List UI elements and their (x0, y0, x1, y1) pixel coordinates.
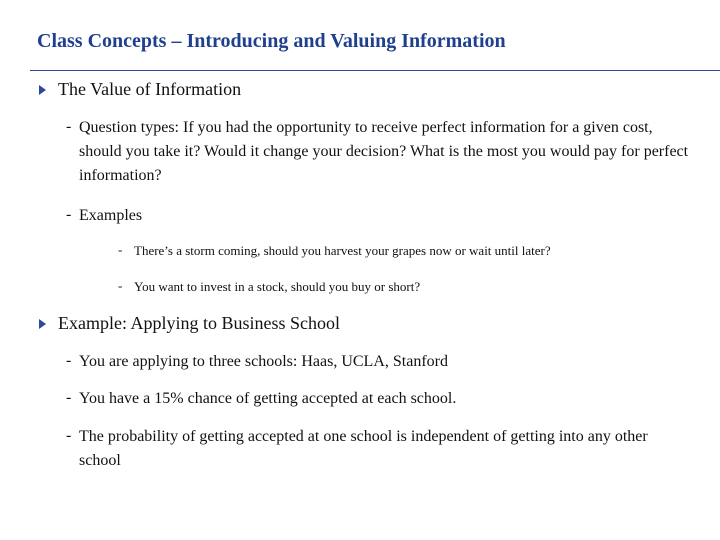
dash-bullet: - (66, 389, 72, 406)
slide-title: Class Concepts – Introducing and Valuing Information (37, 30, 506, 52)
dash-bullet: - (66, 206, 72, 223)
sub-item-storm-example: There’s a storm coming, should you harvest your grapes now or wait until later? (134, 243, 551, 258)
dash-bullet: - (118, 278, 123, 293)
section-heading-business-school: Example: Applying to Business School (58, 313, 340, 333)
dash-bullet: - (118, 242, 123, 257)
sub-item-stock-example: You want to invest in a stock, should you buy or short? (134, 279, 421, 294)
list-item-acceptance-chance: You have a 15% chance of getting accepted at each school. (79, 390, 457, 407)
list-item-independence: The probability of getting accepted at one school is independent of getting into any other school (79, 428, 648, 469)
list-item-question-types: Question types: If you had the opportunity to receive perfect information for a given cost, should you take it? Would it change your decision? What is the most you would pay for perfect information? (79, 119, 689, 184)
section-heading-value-of-information: The Value of Information (58, 79, 242, 99)
list-item-three-schools: You are applying to three schools: Haas, UCLA, Stanford (79, 353, 448, 370)
dash-bullet: - (66, 427, 72, 444)
list-item-examples: Examples (79, 207, 143, 224)
dash-bullet: - (66, 118, 72, 135)
triangle-right-icon (39, 85, 46, 95)
dash-bullet: - (66, 352, 72, 369)
title-divider (30, 70, 720, 71)
triangle-right-icon (39, 319, 46, 329)
